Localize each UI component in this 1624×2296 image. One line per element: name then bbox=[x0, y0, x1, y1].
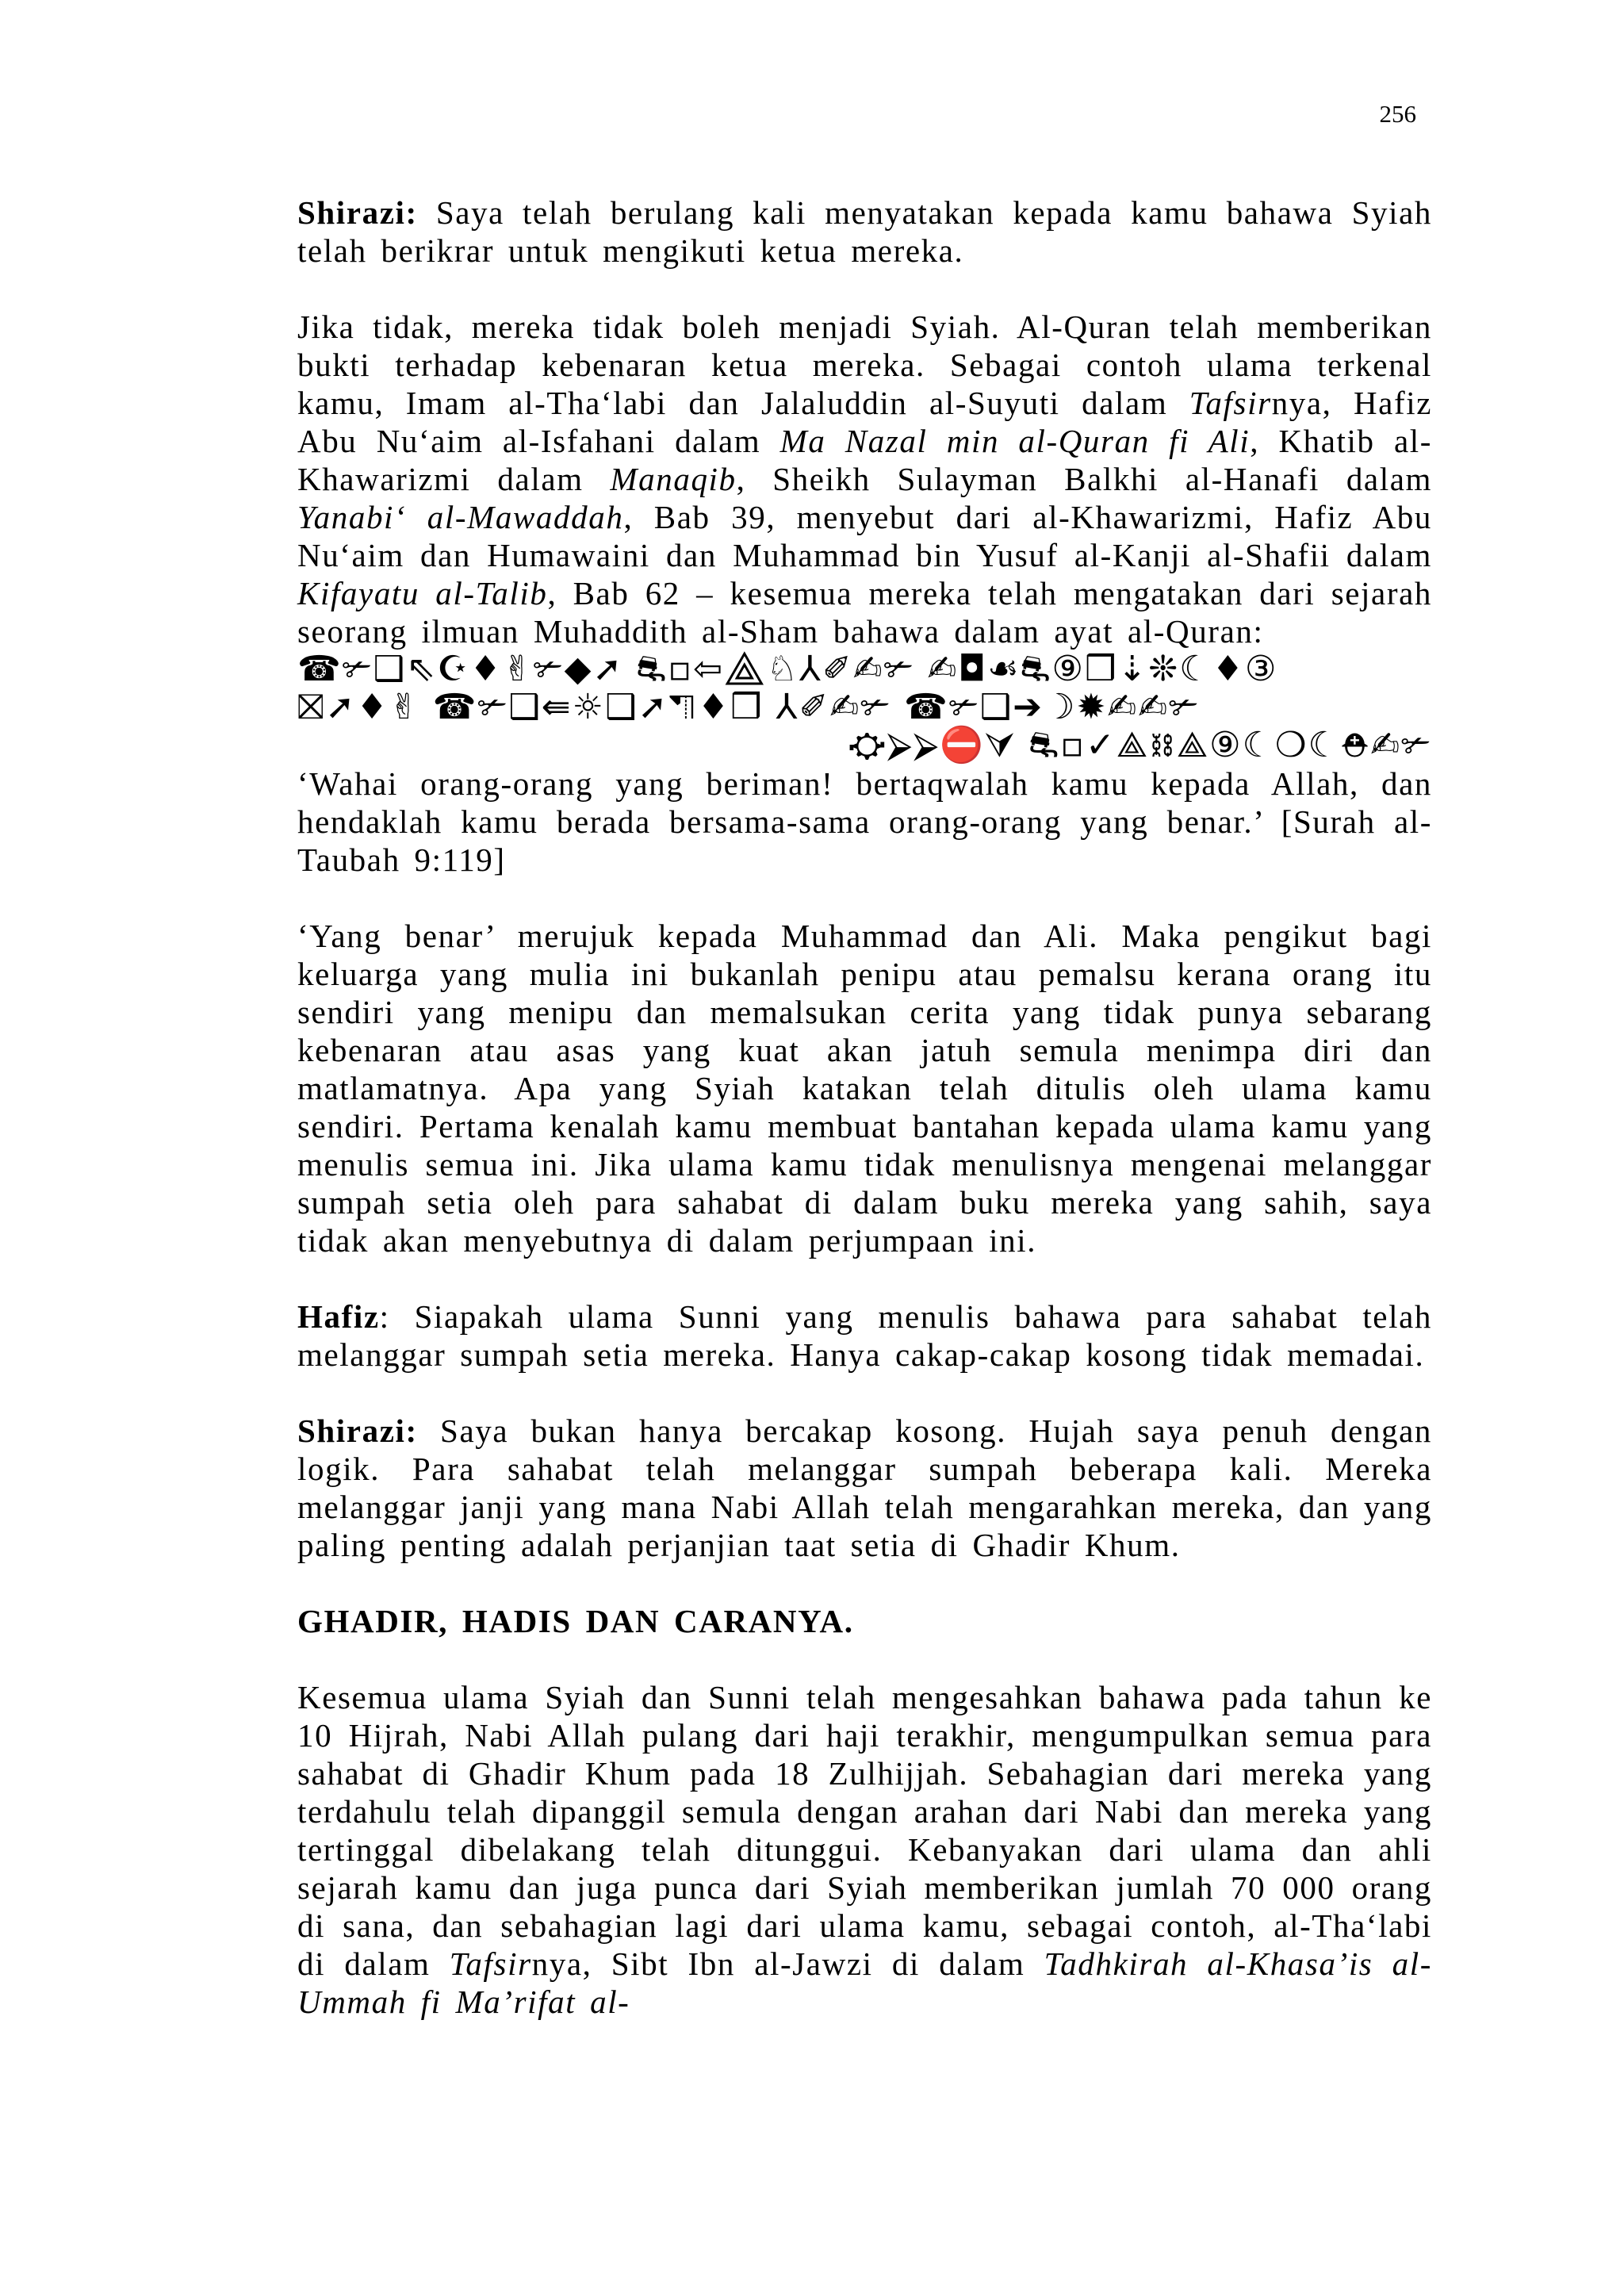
verse-line-2: ⛝➚♦✌ ☎✃❑⇚☼❑➚⛠♦❒ ⅄✐✍✃ ☎✃❑➔☽✹✍✍✃ bbox=[297, 687, 1200, 727]
speaker-label: Shirazi: bbox=[297, 194, 418, 231]
book-title: Ma Nazal min al-Quran fi Ali bbox=[779, 423, 1251, 459]
paragraph-gap bbox=[297, 879, 1432, 917]
paragraph-text: , Bab 62 – kesemua mereka telah mengatakan dari sejarah seorang ilmuan Muhaddith al-Sham bahawa dalam ayat al-Quran: bbox=[297, 575, 1432, 650]
speaker-label: Hafiz bbox=[297, 1298, 380, 1335]
book-title: Tafsir bbox=[449, 1945, 532, 1982]
paragraph-text: Kesemua ulama Syiah dan Sunni telah mengesahkan bahawa pada tahun ke 10 Hijrah, Nabi Allah pulang dari haji terakhir, mengumpulkan semua para sahabat di Ghadir Khum pada 18 Zulhijjah. Sebahagian dari mereka yang terdahulu telah dipanggil semula dengan arahan dari Nabi dan mereka yang tertinggal dibelakang telah ditunggui. Kebanyakan dari ulama dan ahli sejarah kamu dan juga punca dari Syiah memberikan jumlah 70 000 orang di sana, dan sebahagian lagi dari ulama kamu, sebagai contoh, al-Tha‘labi di dalam bbox=[297, 1679, 1432, 1982]
paragraph-text: , Khatib al-Khawarizmi dalam bbox=[297, 423, 1432, 497]
paragraph-gap bbox=[297, 1374, 1432, 1412]
paragraph-shirazi-1 bbox=[297, 194, 1432, 270]
page-content bbox=[297, 194, 1432, 2021]
paragraph-text: , Bab 39, menyebut dari al-Khawarizmi, Hafiz Abu Nu‘aim dan Humawaini dan Muhammad bin Yusuf al-Kanji al-Shafii dalam bbox=[297, 499, 1433, 573]
paragraph-hafiz bbox=[297, 1297, 1432, 1374]
paragraph-text: Jika tidak, mereka tidak boleh menjadi Syiah. Al-Quran telah memberikan bukti terhadap kebenaran ketua mereka. Sebagai contoh ulama terkenal kamu, Imam al-Tha‘labi dan Jalaluddin al-Suyuti dalam bbox=[297, 309, 1432, 421]
paragraph-gap bbox=[297, 270, 1432, 308]
section-heading: GHADIR, HADIS DAN CARANYA. bbox=[297, 1603, 854, 1639]
paragraph-text: nya, Hafiz Abu Nu‘aim al-Isfahani dalam bbox=[297, 385, 1433, 459]
paragraph-gap bbox=[297, 1564, 1432, 1602]
page-number: 256 bbox=[1379, 100, 1416, 128]
paragraph-text: nya, Sibt Ibn al-Jawzi di dalam bbox=[531, 1945, 1044, 1982]
book-title: Tafsir bbox=[1189, 385, 1272, 421]
verse-translation: ‘Wahai orang-orang yang beriman! bertaqwalah kamu kepada Allah, dan hendaklah kamu berada bersama-sama orang-orang yang benar.’ [Surah al-Taubah 9:119] bbox=[297, 765, 1432, 878]
book-title: Yanabi‘ al-Mawaddah bbox=[297, 499, 624, 535]
paragraph-yang-benar: ‘Yang benar’ merujuk kepada Muhammad dan Ali. Maka pengikut bagi keluarga yang mulia ini bukanlah penipu atau pemalsu kerana orang itu sendiri yang menipu dan memalsukan cerita yang tidak punya sebarang kebenaran atau asas yang kuat akan jatuh semula menimpa diri dan matlamatnya. Apa yang Syiah katakan telah ditulis oleh ulama kamu sendiri. Pertama kenalah kamu membuat bantahan kepada ulama kamu yang menulis semua ini. Jika ulama kamu tidak menulisnya mengenai melanggar sumpah setia oleh para sahabat di dalam buku mereka yang sahih, saya tidak akan menyebutnya di dalam perjumpaan ini. bbox=[297, 918, 1432, 1259]
quran-verse-glyphs bbox=[297, 650, 1432, 765]
book-title: Kifayatu al-Talib bbox=[297, 575, 548, 611]
paragraph-quran-evidence bbox=[297, 308, 1432, 650]
paragraph-ghadir bbox=[297, 1678, 1432, 2021]
paragraph-text: Saya telah berulang kali menyatakan kepada kamu bahawa Syiah telah berikrar untuk mengikuti ketua mereka. bbox=[297, 194, 1432, 269]
book-title: Manaqib bbox=[610, 461, 737, 497]
paragraph-gap bbox=[297, 1640, 1432, 1678]
book-title: Tadhkirah al-Khasa’is al-Ummah fi Ma’rifat al- bbox=[297, 1945, 1432, 2020]
verse-line-3: ⛮⮚⮚⛔⮛ ⛐▫✓⟁⛓⟁⑨☾❍☾⛑✍✃ bbox=[848, 725, 1432, 765]
verse-line-1: ☎✃❑⇖☪♦✌✃◆➚ ⛐▫⇦⟁♘⅄✐✍✃ ✍◘☙⛐⑨❒⇣❊☾♦③ bbox=[297, 649, 1278, 689]
paragraph-text: , Sheikh Sulayman Balkhi al-Hanafi dalam bbox=[736, 461, 1432, 497]
paragraph-text: Saya bukan hanya bercakap kosong. Hujah saya penuh dengan logik. Para sahabat telah melanggar sumpah beberapa kali. Mereka melanggar janji yang mana Nabi Allah telah mengarahkan mereka, dan yang paling penting adalah perjanjian taat setia di Ghadir Khum. bbox=[297, 1412, 1432, 1563]
paragraph-shirazi-2 bbox=[297, 1412, 1432, 1564]
paragraph-gap bbox=[297, 1259, 1432, 1297]
speaker-label: Shirazi: bbox=[297, 1412, 418, 1449]
paragraph-text: : Siapakah ulama Sunni yang menulis bahawa para sahabat telah melanggar sumpah setia mereka. Hanya cakap-cakap kosong tidak memadai. bbox=[297, 1298, 1432, 1373]
